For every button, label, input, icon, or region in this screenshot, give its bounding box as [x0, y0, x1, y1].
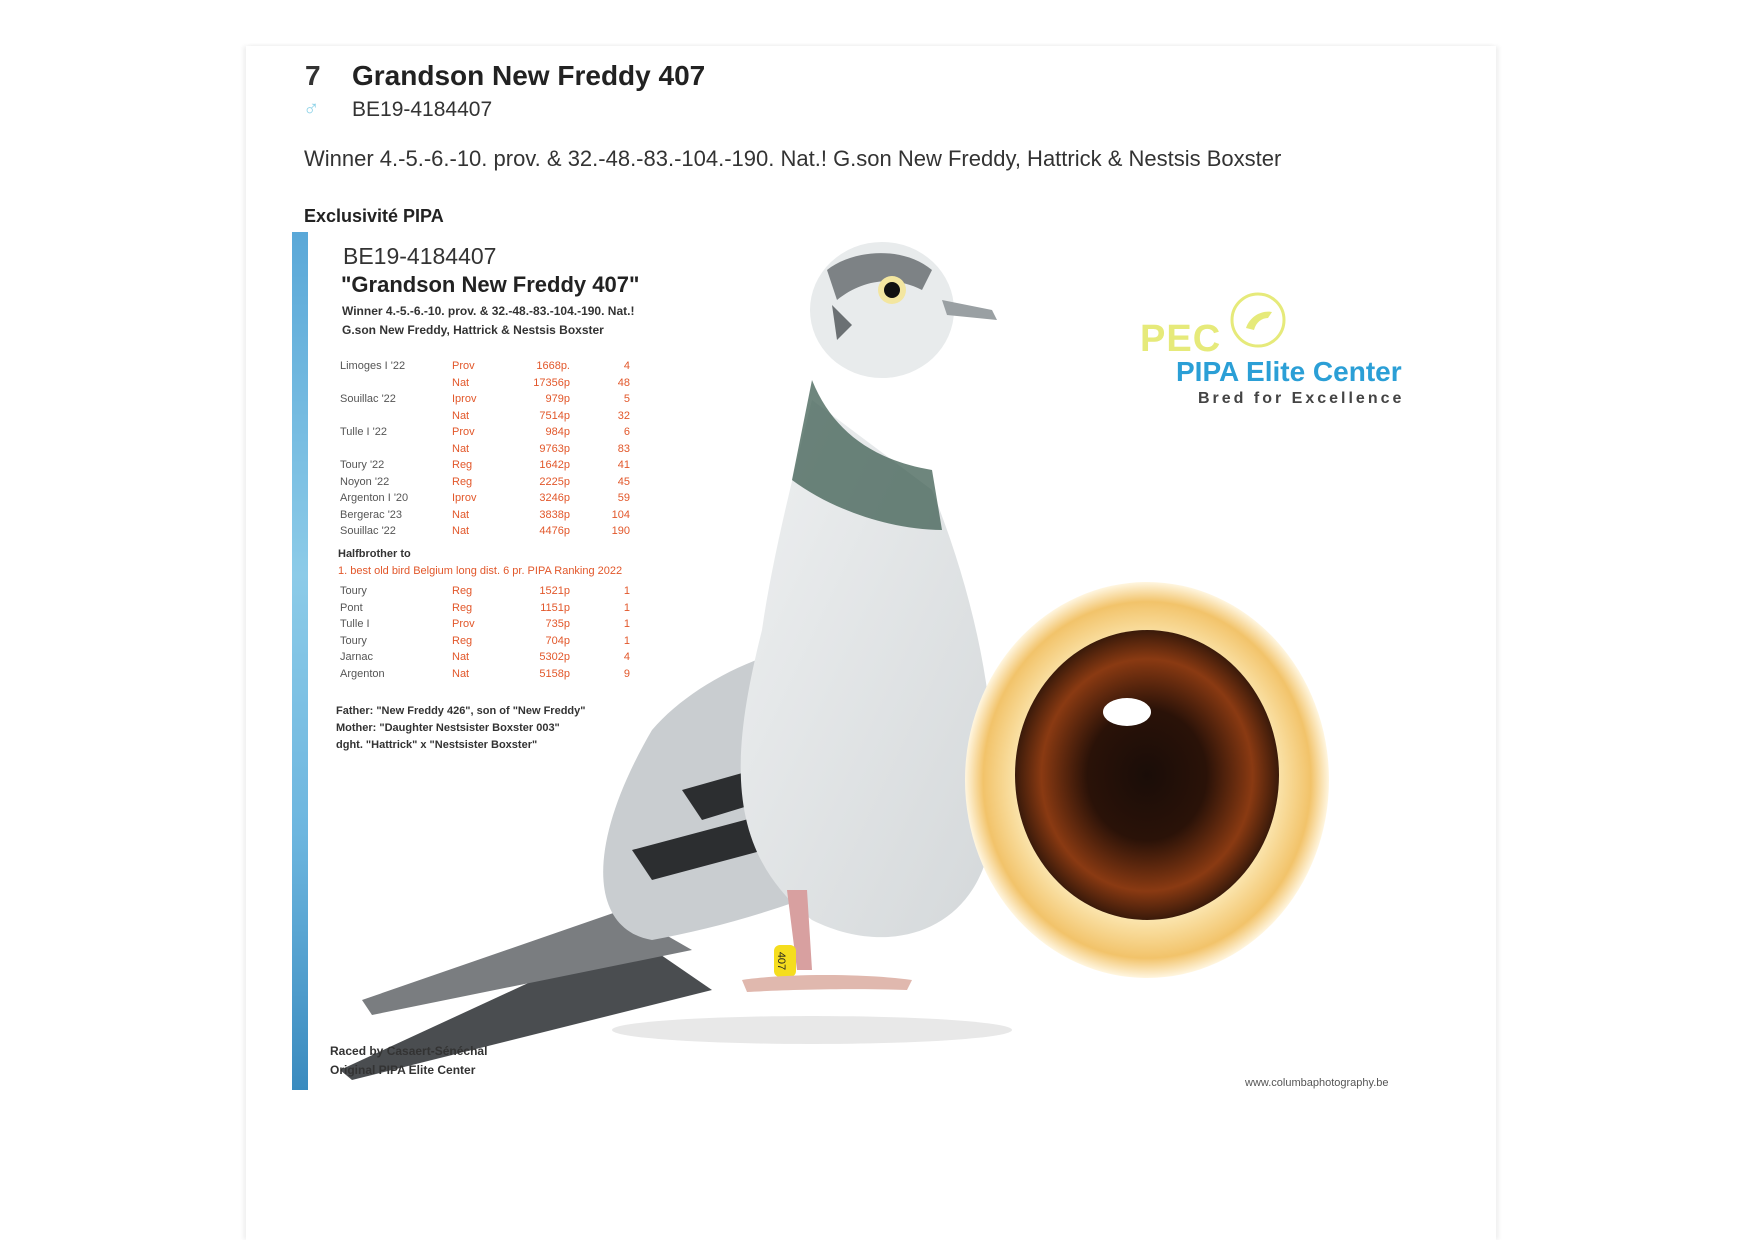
halfbrother-result-row: [340, 668, 630, 684]
result-level: Prov: [452, 426, 475, 438]
result-row: [340, 509, 630, 525]
result-rank: 1: [623, 585, 630, 597]
result-level: Nat: [452, 377, 470, 389]
result-count: 704p: [545, 635, 570, 647]
lot-subtitle: Winner 4.-5.-6.-10. prov. & 32.-48.-83.-104.-190. Nat.! G.son New Freddy, Hattrick & Nestsis Boxster: [304, 146, 1282, 171]
result-count: 7514p: [539, 410, 570, 422]
card-accent-bar: [292, 232, 308, 1090]
result-row: [340, 476, 630, 492]
result-count: 735p: [545, 618, 570, 630]
halfbrother-result-row: [340, 635, 630, 651]
mother-line-2: dght. "Hattrick" x "Nestsister Boxster": [336, 739, 538, 751]
ring-number: BE19-4184407: [352, 98, 493, 121]
logo-name: PIPA Elite Center: [1176, 356, 1402, 387]
result-rank: 190: [611, 525, 630, 537]
result-count: 17356p: [533, 377, 570, 389]
result-level: Iprov: [452, 492, 477, 504]
result-place: Tulle I: [340, 618, 370, 630]
card-subtitle-line2: G.son New Freddy, Hattrick & Nestsis Boxster: [342, 323, 604, 337]
logo-abbr: PEC: [1140, 318, 1222, 360]
result-count: 3838p: [539, 509, 570, 521]
result-count: 2225p: [539, 476, 570, 488]
result-place: Jarnac: [340, 651, 374, 663]
result-rank: 6: [623, 426, 630, 438]
halfbrother-text: 1. best old bird Belgium long dist. 6 pr. PIPA Ranking 2022: [338, 565, 623, 577]
result-place: Tulle I '22: [340, 426, 387, 438]
result-rank: 41: [617, 459, 630, 471]
result-level: Nat: [452, 443, 470, 455]
result-level: Iprov: [452, 393, 477, 405]
result-place: Argenton: [340, 668, 385, 680]
result-count: 1151p: [540, 602, 570, 614]
halfbrother-result-row: [340, 602, 630, 618]
result-count: 984p: [545, 426, 570, 438]
result-place: Bergerac '23: [340, 509, 403, 521]
pigeon-logo-icon: [1228, 290, 1288, 350]
result-rank: 1: [623, 602, 630, 614]
pipa-elite-center-logo: [1140, 290, 1460, 410]
result-level: Reg: [452, 476, 473, 488]
result-row: [340, 393, 630, 409]
result-rank: 4: [623, 651, 630, 663]
original-line: Original PIPA Elite Center: [330, 1063, 476, 1077]
result-rank: 104: [611, 509, 630, 521]
card-title: "Grandson New Freddy 407": [341, 272, 640, 297]
result-level: Reg: [452, 602, 473, 614]
result-place: Limoges I '22: [340, 360, 406, 372]
result-count: 1521p: [539, 585, 570, 597]
result-level: Nat: [452, 509, 470, 521]
result-place: Toury: [340, 585, 367, 597]
result-row: [340, 410, 630, 426]
result-count: 4476p: [539, 525, 570, 537]
result-count: 5302p: [539, 651, 570, 663]
result-count: 979p: [545, 393, 570, 405]
male-sex-icon: ♂: [303, 96, 320, 121]
result-level: Prov: [452, 618, 475, 630]
result-level: Prov: [452, 360, 475, 372]
halfbrother-result-row: [340, 651, 630, 667]
result-place: Toury: [340, 635, 367, 647]
result-level: Reg: [452, 585, 473, 597]
raced-by: Raced by Casaert-Sénéchal: [330, 1044, 488, 1058]
website-credit: www.columbaphotography.be: [1245, 1077, 1389, 1089]
result-count: 9763p: [539, 443, 570, 455]
leg-ring-label: 407: [775, 951, 787, 971]
lot-number: 7: [305, 60, 321, 91]
result-count: 3246p: [539, 492, 570, 504]
result-count: 1668p.: [536, 360, 570, 372]
lot-title: Grandson New Freddy 407: [352, 60, 706, 91]
result-count: 1642p: [539, 459, 570, 471]
result-rank: 1: [623, 635, 630, 647]
result-row: [340, 459, 630, 475]
result-place: Noyon '22: [340, 476, 390, 488]
halfbrother-result-row: [340, 618, 630, 634]
result-level: Nat: [452, 651, 470, 663]
mother-line: Mother: "Daughter Nestsister Boxster 003": [336, 722, 560, 734]
result-row: [340, 525, 630, 541]
result-rank: 5: [623, 393, 630, 405]
halfbrother-result-row: [340, 585, 630, 601]
result-rank: 59: [617, 492, 630, 504]
card-subtitle-line1: Winner 4.-5.-6.-10. prov. & 32.-48.-83.-104.-190. Nat.!: [342, 304, 635, 318]
result-row: [340, 492, 630, 508]
result-place: Souillac '22: [340, 393, 396, 405]
result-rank: 48: [617, 377, 630, 389]
result-rank: 1: [623, 618, 630, 630]
result-level: Nat: [452, 525, 470, 537]
result-level: Reg: [452, 635, 473, 647]
result-level: Nat: [452, 410, 470, 422]
result-count: 5158p: [539, 668, 570, 680]
result-place: Toury '22: [340, 459, 385, 471]
result-level: Nat: [452, 668, 470, 680]
result-place: Pont: [340, 602, 363, 614]
father-line: Father: "New Freddy 426", son of "New Freddy": [336, 705, 586, 717]
card-ring-number: BE19-4184407: [343, 243, 497, 269]
result-place: Souillac '22: [340, 525, 396, 537]
result-row: [340, 360, 630, 376]
result-level: Reg: [452, 459, 473, 471]
result-rank: 32: [617, 410, 630, 422]
result-rank: 45: [617, 476, 630, 488]
result-rank: 83: [617, 443, 630, 455]
result-rank: 4: [623, 360, 630, 372]
result-row: [340, 426, 630, 442]
result-row: [340, 443, 630, 459]
result-place: Argenton I '20: [340, 492, 409, 504]
exclusivity-label: Exclusivité PIPA: [304, 206, 444, 226]
result-row: [340, 377, 630, 393]
logo-tagline: Bred for Excellence: [1198, 390, 1405, 407]
result-rank: 9: [623, 668, 630, 680]
halfbrother-label: Halfbrother to: [338, 548, 411, 560]
